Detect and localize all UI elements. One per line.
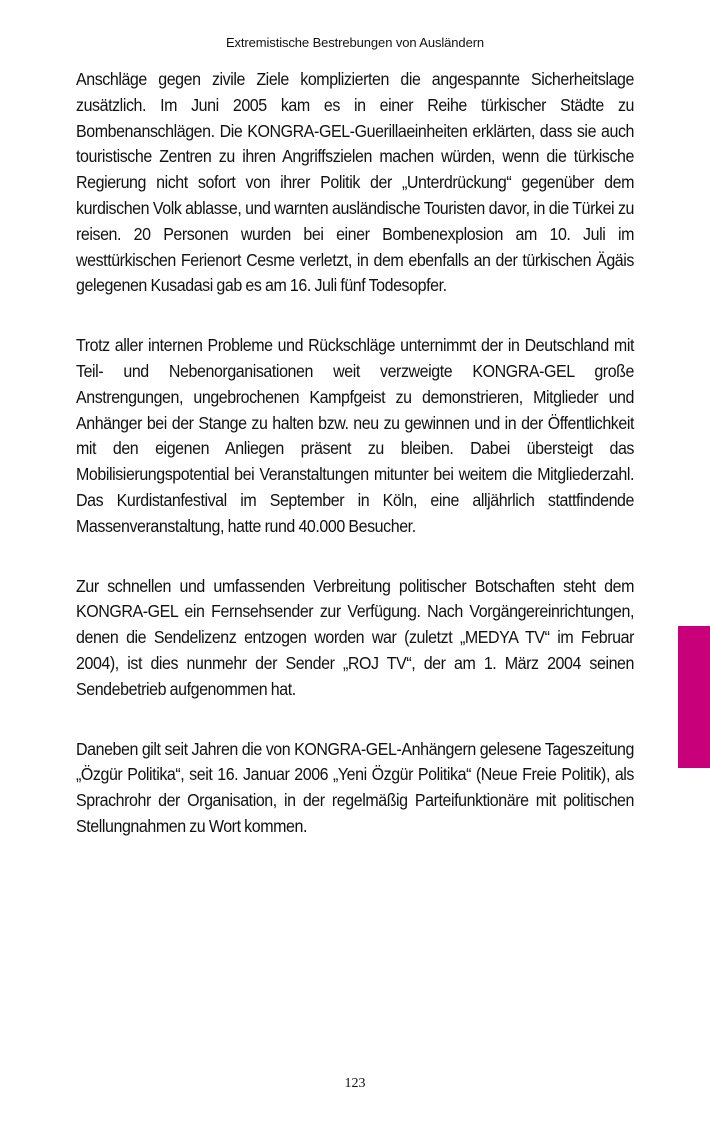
chapter-tab-marker (678, 626, 710, 768)
paragraph-mobilization: Trotz aller internen Probleme und Rückschläge unternimmt der in Deutschland mit Teil- und Nebenorganisationen weit verzweigte KONGRA-GEL große Anstrengungen, ungebrochenen Kampfgeist zu demonstrieren, Mitglieder und Anhänger bei der Stange zu halten bzw. neu zu gewinnen und in der Öffentlichkeit mit den eigenen Anliegen präsent zu bleiben. Dabei übersteigt das Mobilisierungspotential bei Veranstaltungen mitunter bei weitem die Mitgliederzahl. Das Kurdistanfestival im September in Köln, eine alljährlich stattfindende Massenveranstaltung, hatte rund 40.000 Besucher. (76, 335, 634, 536)
paragraph-attacks: Anschläge gegen zivile Ziele komplizierten die angespannte Sicherheitslage zusätzlich. Im Juni 2005 kam es in einer Reihe türkischer Städte zu Bombenanschlägen. Die KONGRA-GEL-Guerillaeinheiten erklärten, dass sie auch touristische Zentren zu ihren Angriffszielen machen würden, wenn die türkische Regierung nicht sofort von ihrer Politik der „Unterdrückung“ gegenüber dem kurdischen Volk ablasse, und warnten ausländische Touristen davor, in die Türkei zu reisen. 20 Personen wurden bei einer Bombenexplosion am 10. Juli im westtürkischen Ferienort Cesme verletzt, in dem ebenfalls an der türkischen Ägäis gelegenen Kusadasi gab es am 16. Juli fünf Todesopfer. (76, 69, 634, 296)
running-header: Extremistische Bestrebungen von Ausländern (225, 35, 485, 50)
paragraph-tv-station: Zur schnellen und umfassenden Verbreitung politischer Botschaften steht dem KONGRA-GEL ein Fernsehsender zur Verfügung. Nach Vorgängereinrichtungen, denen die Sendelizenz entzogen worden war (zuletzt „MEDYA TV“ im Februar 2004), ist dies nunmehr der Sender „ROJ TV“, der am 1. März 2004 seinen Sendebetrieb aufgenommen hat. (76, 575, 634, 699)
body-text (76, 67, 634, 840)
paragraph-newspaper: Daneben gilt seit Jahren die von KONGRA-GEL-Anhängern gelesene Tageszeitung „Özgür Politika“, seit 16. Januar 2006 „Yeni Özgür Politika“ (Neue Freie Politik), als Sprachrohr der Organisation, in der regelmäßig Parteifunktionäre mit politischen Stellungnahmen zu Wort kommen. (76, 738, 634, 836)
page-number: 123 (344, 1076, 366, 1091)
